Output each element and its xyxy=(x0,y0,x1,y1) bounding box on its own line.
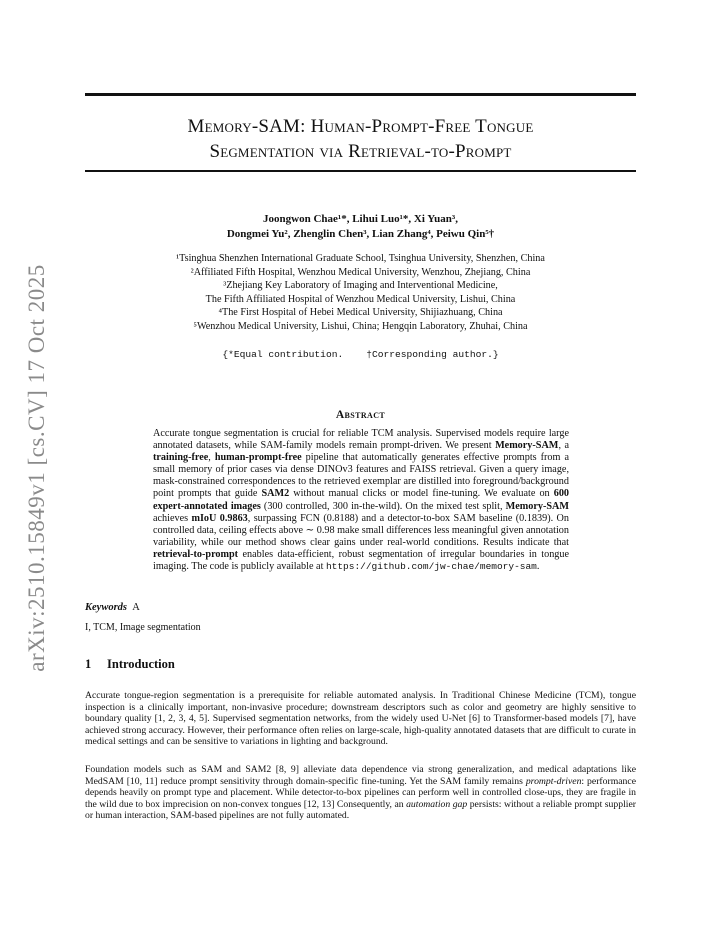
abstract-text: , surpassing FCN (0.8188) and a detector-to-box SAM baseline (0.1839). On controlled data, ceiling effects above ∼ 0.98 make small differences less meaningful given annotation variability, while our method shows clear gains under real-world conditions. Results indicate that xyxy=(153,512,569,548)
affiliation-1: ¹Tsinghua Shenzhen International Graduate School, Tsinghua University, Shenzhen, China xyxy=(176,253,545,264)
abstract-bold: mIoU 0.9863 xyxy=(191,512,248,524)
abstract-bold: retrieval-to-prompt xyxy=(153,548,239,560)
affiliation-2: ²Affiliated Fifth Hospital, Wenzhou Medical University, Wenzhou, Zhejiang, China xyxy=(190,266,531,278)
abstract-text: enables data-efficient, robust segmentation of irregular boundaries in tongue imaging. The code is publicly available at xyxy=(153,548,569,573)
intro-text: : performance depends heavily on prompt type and placement. While detector-to-box pipelines can perform well in controlled close-ups, they are fragile in the wild due to box imprecision on non-convex tongues [12, 13] Consequently, an xyxy=(85,775,636,810)
abstract-bold: human-prompt-free xyxy=(214,452,302,464)
bottom-rule xyxy=(85,170,636,172)
intro-text: Foundation models such as SAM and SAM2 [8, 9] alleviate data dependence via strong generalization, and medical adaptations like MedSAM [10, 11] reduce prompt sensitivity through domain-specific fine-tuning. Yet the SAM family remains xyxy=(85,764,636,787)
paper-title xyxy=(85,114,636,164)
affiliations xyxy=(85,252,636,334)
abstract-bold: training-free xyxy=(153,452,209,464)
abstract-text: , xyxy=(208,452,215,464)
keywords-list: I, TCM, Image segmentation xyxy=(85,622,201,633)
arxiv-side-label: arXiv:2510.15849v1 [cs.CV] 17 Oct 2025 xyxy=(24,264,49,672)
author-line-2: Dongmei Yu², Zhenglin Chen³, Lian Zhang⁴, Peiwu Qin⁵† xyxy=(226,228,495,240)
code-link[interactable]: https://github.com/jw-chae/memory-sam xyxy=(325,561,537,573)
affiliation-3-cont: The Fifth Affiliated Hospital of Wenzhou Medical University, Lishui, China xyxy=(205,293,516,305)
affiliation-4: ⁴The First Hospital of Hebei Medical University, Shijiazhuang, China xyxy=(218,307,503,319)
intro-text: persists: without a reliable prompt supplier or human interaction, SAM-based pipelines are not fully automated. xyxy=(85,798,636,821)
abstract-bold: Memory-SAM xyxy=(495,440,559,452)
abstract-text: pipeline that automatically generates effective prompts from a small memory of prior cases via dense DINOv3 features and FAISS retrieval. Given a query image, mask-constrained correspondences to the retrieved exemplar are distilled into foreground/background point prompts that guide xyxy=(153,452,569,500)
abstract-body xyxy=(153,428,569,573)
abstract-text: Accurate tongue segmentation is crucial for reliable TCM analysis. Supervised models require large annotated datasets, while SAM-family models remain prompt-driven. We present xyxy=(153,428,569,452)
abstract-text: , a xyxy=(558,440,569,452)
abstract-bold: 600 expert-annotated images xyxy=(153,488,569,512)
abstract-text: (300 controlled, 300 in-the-wild). On the mixed test split, xyxy=(260,500,506,512)
affiliation-5: ⁵Wenzhou Medical University, Lishui, China; Hengqin Laboratory, Zhuhai, China xyxy=(193,320,528,332)
abstract-heading: Abstract xyxy=(335,409,386,421)
intro-italic: prompt-driven xyxy=(525,775,582,787)
section-heading xyxy=(85,657,175,672)
section-title: Introduction xyxy=(107,657,175,671)
keywords-heading xyxy=(85,602,140,613)
section-number: 1 xyxy=(85,657,92,671)
keywords-first: A xyxy=(132,602,140,613)
abstract-bold: SAM2 xyxy=(261,488,290,500)
title-line-1: Memory-SAM: Human-Prompt-Free Tongue xyxy=(187,116,534,137)
intro-italic: automation gap xyxy=(406,798,468,810)
contribution-note: {*Equal contribution. †Corresponding author.} xyxy=(222,349,499,360)
abstract-text: achieves xyxy=(153,512,192,524)
affiliation-3: ³Zhejiang Key Laboratory of Imaging and Interventional Medicine, xyxy=(223,280,498,292)
keywords-label: Keywords xyxy=(85,602,127,613)
intro-paragraph-2 xyxy=(85,764,636,822)
abstract-text: . xyxy=(536,561,540,573)
abstract-text: without manual clicks or model fine-tuning. We evaluate on xyxy=(289,488,554,500)
abstract-bold: Memory-SAM xyxy=(505,500,569,512)
intro-paragraph-1: Accurate tongue-region segmentation is a prerequisite for reliable automated analysis. In Traditional Chinese Medicine (TCM), tongue inspection is a clinically important, non-invasive procedure; downstream descriptors such as color and geometry are highly sensitive to boundary quality [1, 2, 3, 4, 5]. Supervised segmentation networks, from the widely used U-Net [6] to Transformer-based models [7], have achieved strong accuracy. However, their performance often relies on large-scale, high-quality annotated datasets that are difficult to curate in medical settings and can be sensitive to variations in lighting and background. xyxy=(85,690,636,747)
top-rule xyxy=(85,93,636,96)
author-list xyxy=(85,212,636,242)
title-line-2: Segmentation via Retrieval-to-Prompt xyxy=(209,141,512,162)
author-line-1: Joongwon Chae¹*, Lihui Luo¹*, Xi Yuan³, xyxy=(263,213,458,225)
